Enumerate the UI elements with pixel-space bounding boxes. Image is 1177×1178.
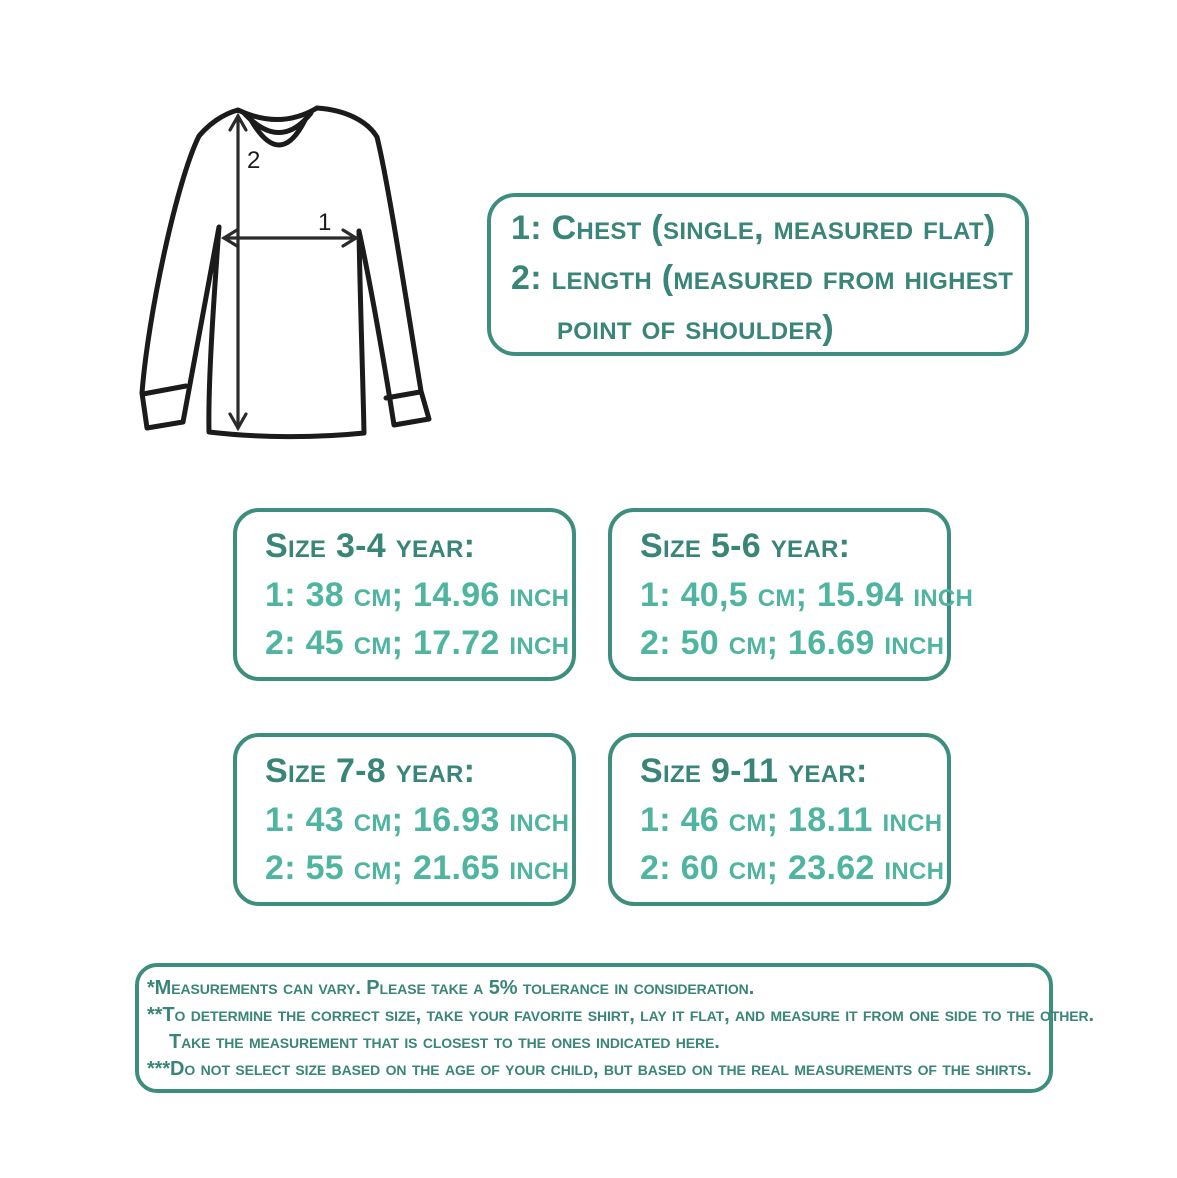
size-title: Size 5-6 year: (640, 527, 851, 565)
size-box-5-6-year (608, 508, 974, 681)
footnote-age-warning: ***Do not select size based on the age of your child, but based on the real measurements of the shirts. (147, 1058, 1032, 1080)
size-box-9-11-year (608, 733, 951, 906)
length-measurement: 2: 45 cm; 17.72 inch (265, 624, 570, 662)
legend-chest-line: 1: Chest (single, measured flat) (511, 209, 996, 247)
chest-measurement: 1: 40,5 cm; 15.94 inch (640, 576, 974, 614)
length-measurement: 2: 60 cm; 23.62 inch (640, 849, 945, 887)
measurement-legend-box (487, 193, 1029, 356)
chest-measurement: 1: 46 cm; 18.11 inch (640, 801, 943, 839)
size-title: Size 9-11 year: (640, 752, 868, 790)
legend-length-line: 2: length (measured from highest (511, 259, 1014, 297)
size-box-3-4-year (233, 508, 576, 681)
chest-arrow (224, 230, 356, 246)
footnote-tolerance: *Measurements can vary. Please take a 5% tolerance in consideration. (147, 977, 755, 999)
left-cuff-line (143, 386, 186, 394)
legend-length-line-cont: point of shoulder) (557, 309, 834, 347)
length-measurement: 2: 50 cm; 16.69 inch (640, 624, 945, 662)
size-box-7-8-year (233, 733, 576, 906)
length-measurement: 2: 55 cm; 21.65 inch (265, 849, 570, 887)
footnotes-box (135, 963, 1094, 1093)
size-title: Size 7-8 year: (265, 752, 476, 790)
length-arrow-label: 2 (247, 147, 261, 174)
size-title: Size 3-4 year: (265, 527, 476, 565)
chest-arrow-label: 1 (318, 209, 332, 236)
chest-measurement: 1: 43 cm; 16.93 inch (265, 801, 570, 839)
shirt-diagram (120, 80, 480, 470)
footnote-how-to-measure-cont: Take the measurement that is closest to the ones indicated here. (169, 1031, 720, 1053)
length-arrow (230, 116, 246, 428)
shirt-outline (142, 108, 429, 437)
chest-measurement: 1: 38 cm; 14.96 inch (265, 576, 570, 614)
footnote-how-to-measure: **To determine the correct size, take your favorite shirt, lay it flat, and measure it from one side to the other. (147, 1004, 1094, 1026)
